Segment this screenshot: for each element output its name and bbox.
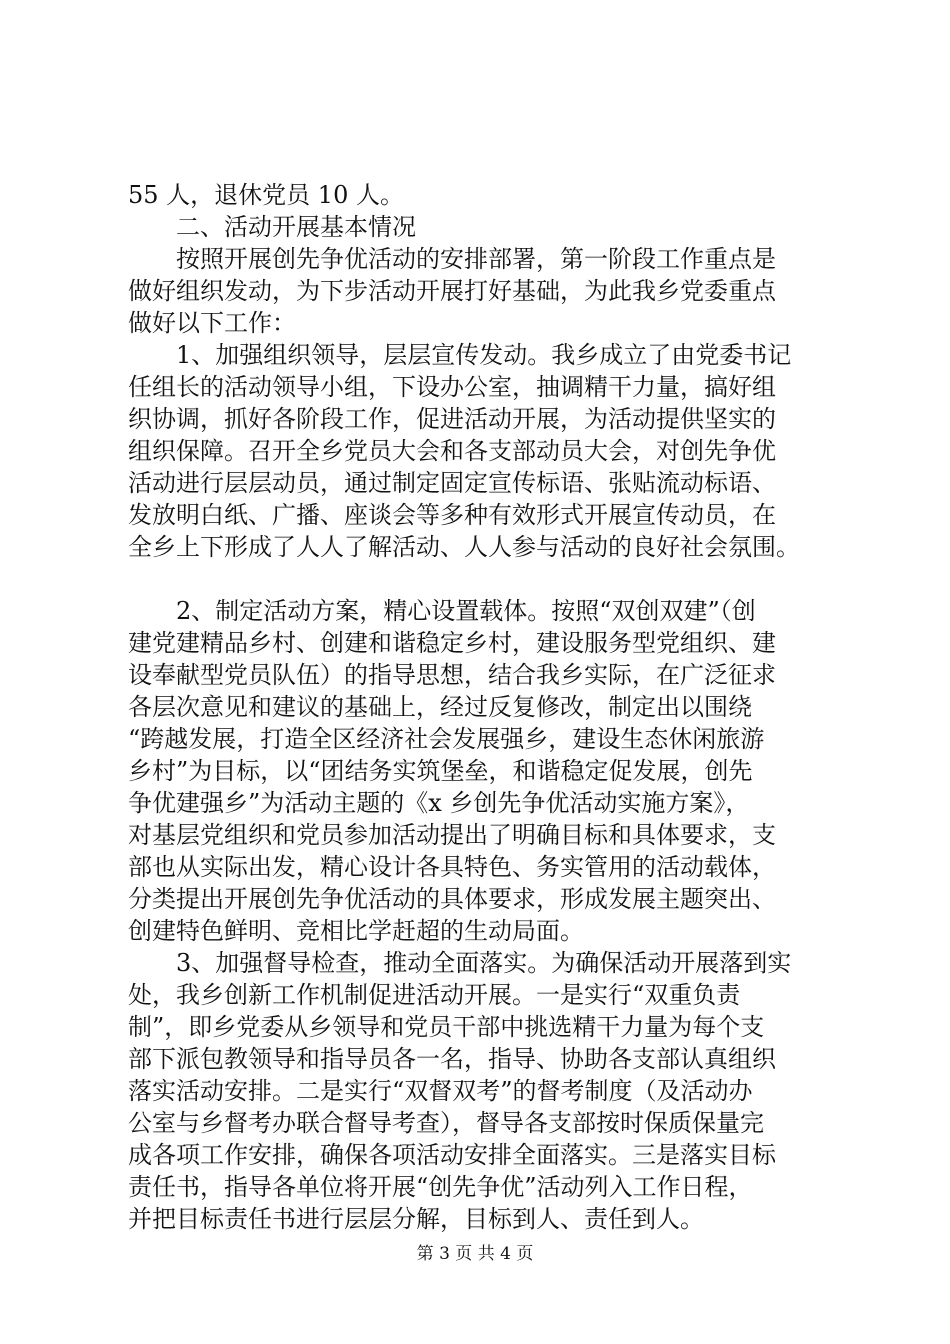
text-line: 按照开展创先争优活动的安排部署，第一阶段工作重点是 xyxy=(128,245,776,273)
text-line: 争优建强乡”为活动主题的《x 乡创先争优活动实施方案》， xyxy=(128,789,750,817)
text-line: 织协调，抓好各阶段工作，促进活动开展，为活动提供坚实的 xyxy=(128,405,776,433)
text-line: 设奉献型党员队伍）的指导思想，结合我乡实际，在广泛征求 xyxy=(128,661,776,689)
text-line: 活动进行层层动员，通过制定固定宣传标语、张贴流动标语、 xyxy=(128,469,776,497)
text-line: 3、加强督导检查，推动全面落实。为确保活动开展落到实 xyxy=(128,949,792,977)
text-line: 做好以下工作： xyxy=(128,309,296,337)
text-line: 成各项工作安排，确保各项活动安排全面落实。三是落实目标 xyxy=(128,1141,776,1169)
text-line: 落实活动安排。二是实行“双督双考”的督考制度（及活动办 xyxy=(128,1077,753,1105)
text-line: “跨越发展，打造全区经济社会发展强乡，建设生态休闲旅游 xyxy=(128,725,765,753)
text-line: 分类提出开展创先争优活动的具体要求，形成发展主题突出、 xyxy=(128,885,776,913)
text-line: 55 人，退休党员 10 人。 xyxy=(128,181,404,209)
page-number: 第 3 页 共 4 页 xyxy=(416,1244,534,1264)
section-heading: 二、活动开展基本情况 xyxy=(128,213,416,241)
text-line: 组织保障。召开全乡党员大会和各支部动员大会，对创先争优 xyxy=(128,437,776,465)
page-footer xyxy=(0,1243,950,1265)
text-line: 建党建精品乡村、创建和谐稳定乡村，建设服务型党组织、建 xyxy=(128,629,776,657)
text-line: 1、加强组织领导，层层宣传发动。我乡成立了由党委书记 xyxy=(128,341,792,369)
text-line: 制”，即乡党委从乡领导和党员干部中挑选精干力量为每个支 xyxy=(128,1013,765,1041)
text-line: 部也从实际出发，精心设计各具特色、务实管用的活动载体， xyxy=(128,853,776,881)
blank-line xyxy=(128,563,848,595)
text-line: 处，我乡创新工作机制促进活动开展。一是实行“双重负责 xyxy=(128,981,741,1009)
body-text xyxy=(128,179,848,1235)
text-line: 并把目标责任书进行层层分解，目标到人、责任到人。 xyxy=(128,1205,704,1233)
text-line: 发放明白纸、广播、座谈会等多种有效形式开展宣传动员，在 xyxy=(128,501,776,529)
text-line: 部下派包教领导和指导员各一名，指导、协助各支部认真组织 xyxy=(128,1045,776,1073)
text-line: 创建特色鲜明、竞相比学赶超的生动局面。 xyxy=(128,917,584,945)
text-line: 各层次意见和建议的基础上，经过反复修改，制定出以围绕 xyxy=(128,693,752,721)
text-line: 做好组织发动，为下步活动开展打好基础，为此我乡党委重点 xyxy=(128,277,776,305)
text-line: 全乡上下形成了人人了解活动、人人参与活动的良好社会氛围。 xyxy=(128,533,800,561)
text-line: 公室与乡督考办联合督导考查），督导各支部按时保质保量完 xyxy=(128,1109,764,1137)
text-line: 任组长的活动领导小组，下设办公室，抽调精干力量，搞好组 xyxy=(128,373,776,401)
text-line: 对基层党组织和党员参加活动提出了明确目标和具体要求，支 xyxy=(128,821,776,849)
text-line: 责任书，指导各单位将开展“创先争优”活动列入工作日程， xyxy=(128,1173,753,1201)
text-line: 乡村”为目标，以“团结务实筑堡垒，和谐稳定促发展，创先 xyxy=(128,757,753,785)
text-line: 2、制定活动方案，精心设置载体。按照“双创双建”（创 xyxy=(128,597,756,625)
